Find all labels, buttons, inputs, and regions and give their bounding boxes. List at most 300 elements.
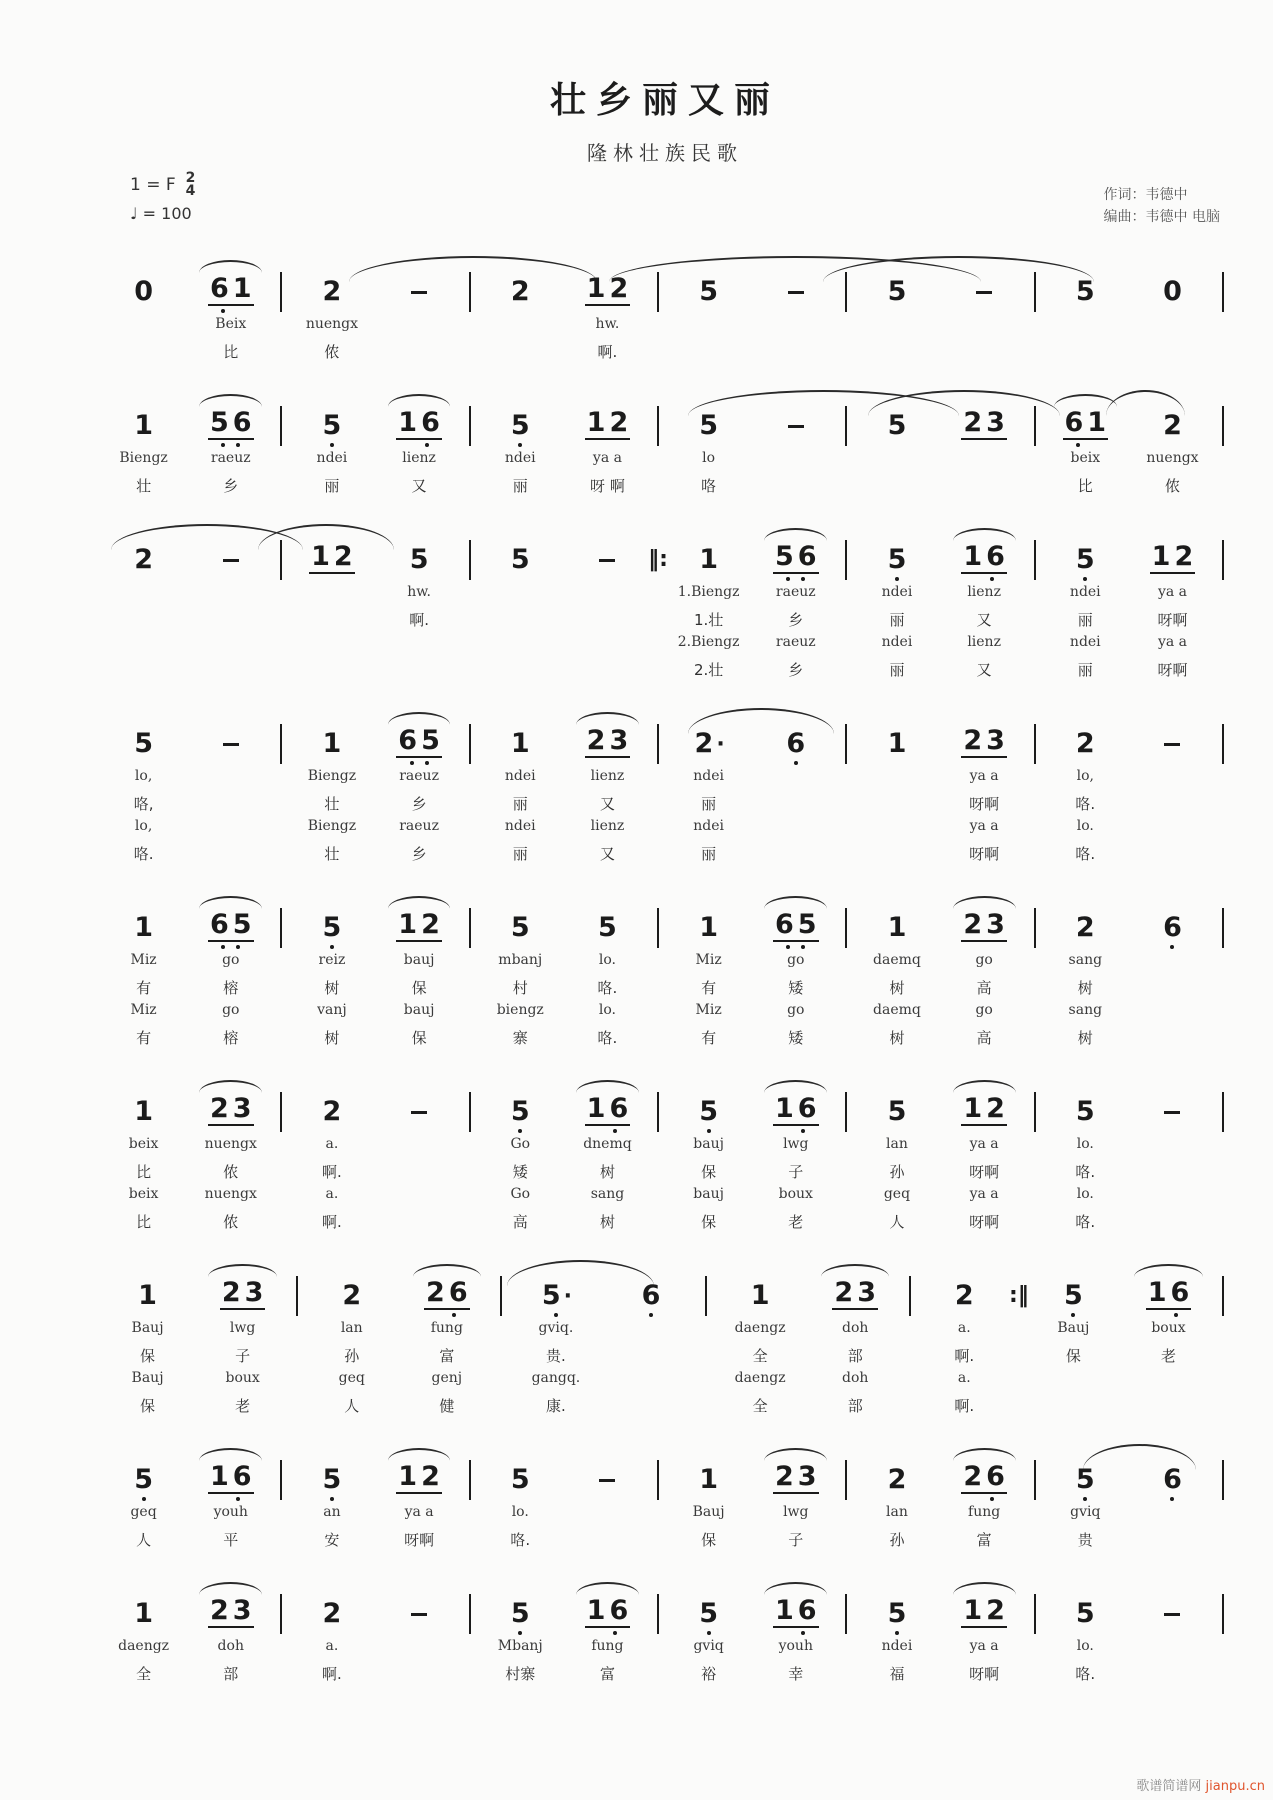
watermark — [1136, 1775, 1265, 1794]
lyric-zhuang: doh — [841, 1320, 869, 1336]
lyric-zhuang: ndei — [1069, 634, 1101, 650]
lyric-zhuang: boux — [778, 1186, 813, 1202]
lyric-chinese: 呀 啊 — [590, 477, 625, 495]
note-column — [1042, 884, 1129, 1052]
music-system — [100, 1436, 1230, 1554]
slur-arc — [764, 1582, 827, 1595]
lyric-chinese: 丽 — [1077, 661, 1093, 679]
note: 5 — [510, 912, 530, 943]
lyric-zhuang: raeuz — [399, 818, 439, 834]
slur-arc — [953, 1582, 1016, 1595]
lyric-chinese: 乡 — [223, 477, 239, 495]
lyric-chinese: 啊. — [409, 611, 429, 629]
note: 5 — [699, 410, 719, 441]
lyric-zhuang — [1129, 768, 1216, 793]
note: 1 6 — [941, 516, 1028, 584]
bar-line — [463, 1068, 477, 1236]
note-column — [376, 382, 463, 500]
lyric-zhuang — [853, 316, 940, 341]
note-column — [1121, 1252, 1216, 1420]
note-column — [288, 1068, 375, 1236]
slur-arc — [764, 528, 827, 541]
lyric-zhuang: a. — [325, 1186, 339, 1202]
lyric-zhuang: Miz — [695, 952, 722, 968]
note: 2 — [1075, 728, 1095, 759]
lyric-zhuang: Bauj — [692, 1504, 725, 1520]
lyric-chinese — [853, 475, 940, 500]
lyric-zhuang: lo, — [134, 768, 153, 784]
lyric-zhuang: lo. — [511, 1504, 529, 1520]
slur-arc — [953, 528, 1016, 541]
lyric-chinese: 壮 — [324, 795, 340, 813]
lyric-zhuang — [187, 818, 274, 843]
lyric-chinese — [603, 1345, 698, 1370]
note: 1 — [134, 912, 153, 943]
note: 1 — [699, 1464, 719, 1495]
lyric-chinese: 咯. — [1075, 1213, 1096, 1231]
note-column — [1042, 516, 1129, 684]
note-column — [477, 1570, 564, 1688]
lyric-chinese: 丽 — [889, 611, 905, 629]
note: 1 — [134, 1096, 153, 1127]
music-system — [100, 700, 1230, 868]
note: 2 — [954, 1280, 974, 1311]
bar-line — [463, 1570, 477, 1688]
note-column — [100, 1570, 187, 1688]
lyric-zhuang: sang — [1068, 952, 1103, 968]
note: 5 — [1075, 276, 1095, 307]
lyric-chinese: 保 — [140, 1347, 156, 1365]
lyric-zhuang: ya a — [969, 1186, 999, 1202]
lyric-chinese: 又 — [599, 845, 615, 863]
lyric-zhuang — [941, 450, 1028, 475]
note: 1 2 — [311, 541, 353, 572]
lyric-chinese: 矮 — [512, 1163, 528, 1181]
lyric-chinese: 又 — [599, 795, 615, 813]
lyric-chinese: 子 — [788, 1163, 804, 1181]
lyric-zhuang: bauj — [403, 1002, 435, 1018]
slur-arc — [199, 1080, 262, 1093]
lyric-chinese: 富 — [439, 1347, 455, 1365]
lyric-zhuang: Bauj — [1057, 1320, 1090, 1336]
lyric-chinese: 比 — [136, 1213, 152, 1231]
lyric-chinese: 保 — [701, 1163, 717, 1181]
note: 1 6 — [1121, 1252, 1216, 1320]
lyric-zhuang: lo, — [1076, 768, 1094, 784]
bar-line — [494, 1252, 508, 1420]
note: 2 — [322, 1598, 342, 1629]
lyric-zhuang: lo. — [598, 1002, 616, 1018]
note: 2 — [1163, 410, 1182, 441]
bar-line — [1028, 1436, 1042, 1554]
note: 1 — [510, 728, 530, 759]
note-column — [752, 884, 839, 1052]
lyric-zhuang — [100, 634, 187, 659]
bar-line — [274, 884, 288, 1052]
note: 6 — [603, 1252, 698, 1320]
note: 6 — [1129, 884, 1216, 952]
bar-line — [463, 516, 477, 684]
lyric-chinese — [853, 843, 940, 868]
lyric-zhuang: lwg — [783, 1136, 809, 1152]
repeat-end-sign: :‖ — [1008, 1283, 1029, 1308]
note: 5 — [665, 1570, 752, 1638]
note-column — [304, 1252, 399, 1420]
note-column — [187, 1068, 274, 1236]
lyric-zhuang: lwg — [783, 1504, 809, 1520]
lyric-chinese — [376, 341, 463, 366]
music-system — [100, 248, 1230, 366]
lyric-chinese: 咯. — [510, 1531, 531, 1549]
lyric-chinese: 部 — [223, 1665, 239, 1683]
lyric-chinese: 呀啊 — [404, 1531, 435, 1549]
lyric-chinese: 老 — [788, 1213, 804, 1231]
bar-line — [1028, 516, 1042, 684]
lyric-chinese: 啊. — [322, 1213, 342, 1231]
lyric-chinese: 咯. — [1075, 845, 1096, 863]
slur-arc — [953, 896, 1016, 909]
note-column — [665, 1068, 752, 1236]
lyric-chinese: 咯. — [1075, 795, 1096, 813]
lyric-zhuang — [1129, 1638, 1216, 1663]
slur-arc — [576, 1582, 639, 1595]
note: 6 5 — [187, 884, 274, 952]
note-column — [477, 1436, 564, 1554]
lyric-chinese: 树 — [599, 1163, 615, 1181]
note: 5 — [477, 382, 564, 450]
quarter-note-icon: ♩ — [130, 204, 138, 223]
key-tempo-block — [130, 172, 195, 223]
bar-line — [1216, 1252, 1230, 1420]
lyric-chinese: 有 — [701, 1029, 717, 1047]
lyric-chinese: 啊. — [954, 1397, 975, 1415]
lyric-zhuang: gviq — [1070, 1504, 1101, 1520]
lyric-zhuang — [1129, 1504, 1216, 1529]
lyric-chinese — [1121, 1395, 1216, 1420]
lyric-chinese: 人 — [889, 1213, 905, 1231]
lyric-zhuang: daengz — [734, 1370, 786, 1386]
lyric-chinese: 咯, — [133, 795, 154, 813]
lyric-chinese: 丽 — [324, 477, 340, 495]
lyric-zhuang: a. — [957, 1320, 971, 1336]
note-column — [195, 1252, 290, 1420]
lyric-zhuang — [376, 634, 463, 659]
lyric-chinese: 榕 — [223, 1029, 239, 1047]
lyric-chinese: 比 — [136, 1163, 152, 1181]
lyric-zhuang — [477, 316, 564, 341]
lyric-chinese: 贵. — [546, 1347, 566, 1365]
bar-line — [463, 382, 477, 500]
bar-line — [839, 1570, 853, 1688]
lyric-chinese — [941, 341, 1028, 366]
note-column — [477, 1068, 564, 1236]
note: 5 — [853, 1570, 940, 1638]
lyric-zhuang: nuengx — [204, 1186, 257, 1202]
lyric-zhuang: raeuz — [775, 584, 816, 600]
lyric-chinese: 裕 — [701, 1665, 717, 1683]
lyric-zhuang: go — [222, 952, 240, 968]
lyric-zhuang — [752, 768, 839, 793]
note: 2 3 — [941, 884, 1028, 952]
bar-line — [274, 1068, 288, 1236]
lyric-chinese — [1129, 1027, 1216, 1052]
note: 2 — [1075, 912, 1095, 943]
note-column — [288, 382, 375, 500]
lyric-chinese — [100, 659, 187, 684]
lyric-zhuang: lan — [340, 1320, 363, 1336]
slur-arc — [199, 896, 262, 909]
lyric-zhuang: fung — [430, 1320, 463, 1336]
score — [100, 248, 1230, 1688]
lyric-zhuang: go — [975, 952, 993, 968]
lyric-chinese: 部 — [847, 1397, 863, 1415]
slur-arc — [764, 1080, 827, 1093]
lyric-zhuang: lan — [886, 1504, 908, 1520]
lyric-zhuang: doh — [841, 1370, 869, 1386]
lyric-zhuang: bauj — [693, 1136, 724, 1152]
lyric-zhuang: gviq — [693, 1638, 724, 1654]
duration-dash — [1129, 700, 1216, 768]
key-signature: 1 = F — [130, 175, 176, 195]
note: 2 3 — [195, 1252, 290, 1320]
lyric-chinese: 全 — [752, 1347, 768, 1365]
slur-arc — [388, 896, 451, 909]
note-column — [187, 1570, 274, 1688]
note: 2 3 — [963, 725, 1005, 756]
bar-line — [651, 1570, 665, 1688]
note: 6 5 — [752, 884, 839, 952]
note-column — [1042, 700, 1129, 868]
lyric-chinese: 咯. — [597, 1029, 618, 1047]
watermark-link[interactable]: jianpu.cn — [1205, 1779, 1265, 1794]
lyric-zhuang: an — [323, 1504, 341, 1520]
sheet-music-page — [100, 0, 1230, 1704]
bar-line — [1216, 700, 1230, 868]
lyric-chinese: 啊. — [597, 343, 618, 361]
lyric-zhuang: beix — [1070, 450, 1101, 466]
bar-line — [463, 884, 477, 1052]
note: 6 — [752, 700, 839, 768]
note: 1 — [699, 544, 719, 575]
note: 1 2 — [376, 884, 463, 952]
note-column — [187, 1436, 274, 1554]
lyric-chinese: 健 — [439, 1397, 455, 1415]
lyric-zhuang: biengz — [496, 1002, 544, 1018]
song-subtitle: 隆林壮族民歌 — [587, 141, 743, 165]
note: 5 — [288, 382, 375, 450]
lyric-zhuang: youh — [778, 1638, 813, 1654]
note: 2 6 — [941, 1436, 1028, 1504]
lyric-zhuang: a. — [325, 1638, 339, 1654]
lyric-zhuang — [376, 316, 463, 341]
lyric-zhuang: hw. — [407, 584, 431, 600]
lyric-chinese: 孙 — [889, 1531, 905, 1549]
note: 2 3 — [752, 1436, 839, 1504]
credit-lyricist: 作词：韦德中 — [1103, 187, 1188, 203]
note: 2 — [322, 276, 342, 307]
lyric-zhuang: hw. — [595, 316, 620, 332]
note: 2 3 — [963, 407, 1005, 438]
lyric-zhuang — [603, 1320, 698, 1345]
lyric-zhuang: lo. — [1076, 1136, 1094, 1152]
lyric-zhuang — [477, 584, 564, 609]
lyric-zhuang: lo. — [1076, 1638, 1094, 1654]
slur-arc — [1054, 394, 1117, 407]
bar-line — [274, 1436, 288, 1554]
slur-arc — [199, 1448, 262, 1461]
lyric-chinese: 侬 — [223, 1213, 239, 1231]
lyric-zhuang — [100, 316, 187, 341]
lyric-chinese: 咯 — [701, 477, 717, 495]
slur-arc — [208, 1264, 276, 1277]
slur-arc — [764, 1448, 827, 1461]
lyric-zhuang: raeuz — [775, 634, 816, 650]
lyric-zhuang: lo — [702, 450, 716, 466]
note-column — [665, 1570, 752, 1688]
lyric-zhuang: ya a — [404, 1504, 434, 1520]
lyric-zhuang — [1026, 1370, 1121, 1395]
note: 5 — [134, 728, 153, 759]
lyric-chinese: 2.壮 — [693, 661, 724, 679]
lyric-chinese: 丽 — [889, 661, 905, 679]
lyric-chinese: 啊. — [322, 1665, 342, 1683]
note: 1 6 — [752, 1068, 839, 1136]
lyric-zhuang: ndei — [881, 584, 913, 600]
lyric-zhuang — [376, 1186, 463, 1211]
lyric-zhuang: lienz — [967, 584, 1001, 600]
lyric-zhuang: fung — [968, 1504, 1001, 1520]
lyric-zhuang: ya a — [592, 450, 622, 466]
lyric-zhuang: geq — [338, 1370, 365, 1386]
rest-note: 0 — [134, 276, 153, 307]
lyric-zhuang — [665, 316, 752, 341]
lyric-chinese — [1129, 1529, 1216, 1554]
lyric-chinese: 1.壮 — [693, 611, 724, 629]
note-column — [187, 382, 274, 500]
lyric-zhuang: ndei — [504, 768, 536, 784]
note-column — [853, 1436, 940, 1554]
note-column — [187, 884, 274, 1052]
lyric-chinese — [477, 341, 564, 366]
note-column — [853, 700, 940, 868]
note-column — [288, 1436, 375, 1554]
note-column — [187, 700, 274, 868]
note: 1 2 — [586, 273, 629, 304]
credits — [1104, 184, 1220, 228]
lyric-chinese — [376, 1663, 463, 1688]
lyric-chinese: 高 — [976, 1029, 992, 1047]
slur-arc — [821, 1264, 889, 1277]
lyric-chinese: 侬 — [324, 343, 340, 361]
bar-line — [1028, 884, 1042, 1052]
lyric-chinese: 矮 — [788, 1029, 804, 1047]
lyric-chinese: 呀啊 — [969, 795, 1000, 813]
lyric-zhuang — [187, 634, 274, 659]
lyric-chinese — [288, 609, 375, 634]
note-column — [100, 248, 187, 366]
lyric-zhuang: lwg — [229, 1320, 256, 1336]
note-column — [399, 1252, 494, 1420]
lyric-zhuang: ndei — [693, 818, 724, 834]
lyric-zhuang: ya a — [969, 818, 999, 834]
lyric-zhuang — [1042, 316, 1129, 341]
note: 2 3 — [187, 1570, 274, 1638]
lyric-zhuang: a. — [957, 1370, 971, 1386]
slur-arc — [953, 1448, 1016, 1461]
lyric-chinese: 保 — [411, 979, 427, 997]
note: 2 3 — [808, 1252, 903, 1320]
lyric-chinese — [187, 659, 274, 684]
note: 5 — [1042, 1436, 1129, 1504]
tempo-marking: ♩ = 100 — [130, 204, 192, 223]
note: 1 — [322, 728, 342, 759]
lyric-zhuang: ndei — [881, 1638, 913, 1654]
music-system — [100, 382, 1230, 500]
lyric-chinese — [1042, 341, 1129, 366]
lyric-chinese — [1129, 793, 1216, 818]
lyric-zhuang: genj — [431, 1370, 463, 1386]
slur-arc — [388, 712, 451, 725]
note: 5 — [1075, 1598, 1095, 1629]
lyric-zhuang — [1129, 1002, 1216, 1027]
bar-line — [1216, 516, 1230, 684]
lyric-chinese: 又 — [976, 661, 992, 679]
bar-line — [839, 1068, 853, 1236]
lyric-zhuang: sang — [590, 1186, 625, 1202]
lyric-chinese: 贵 — [1077, 1531, 1093, 1549]
slur-arc — [388, 1448, 451, 1461]
slur-arc — [413, 1264, 481, 1277]
lyric-zhuang — [564, 634, 651, 659]
slur-arc — [1134, 1264, 1202, 1277]
bar-line — [1216, 1570, 1230, 1688]
lyric-chinese: 又 — [411, 477, 427, 495]
lyric-chinese: 福 — [889, 1665, 905, 1683]
lyric-zhuang: raeuz — [210, 450, 251, 466]
bar-line — [274, 700, 288, 868]
lyric-chinese: 咯. — [1075, 1665, 1096, 1683]
lyric-zhuang: lo. — [1076, 818, 1094, 834]
lyric-zhuang: ndei — [1069, 584, 1101, 600]
note-column — [941, 700, 1028, 868]
lyric-zhuang: beix — [128, 1136, 159, 1152]
lyric-chinese: 又 — [976, 611, 992, 629]
lyric-chinese — [564, 609, 651, 634]
lyric-chinese: 孙 — [889, 1163, 905, 1181]
note-column — [1129, 884, 1216, 1052]
lyric-zhuang: Biengz — [307, 768, 357, 784]
lyric-zhuang: Biengz — [119, 450, 168, 466]
lyric-chinese: 乡 — [411, 795, 427, 813]
lyric-chinese — [853, 793, 940, 818]
music-system — [100, 884, 1230, 1052]
slur-arc — [576, 1080, 639, 1093]
note: 1 6 — [376, 382, 463, 450]
note-column — [376, 700, 463, 868]
lyric-chinese: 咯. — [133, 845, 154, 863]
note: 2 6 — [399, 1252, 494, 1320]
lyric-chinese: 乡 — [411, 845, 427, 863]
credit-composer: 编曲：韦德中 电脑 — [1103, 209, 1220, 225]
note-column — [187, 248, 274, 366]
lyric-zhuang: go — [975, 1002, 993, 1018]
lyric-chinese: 有 — [136, 1029, 152, 1047]
note-column — [941, 1436, 1028, 1554]
lyric-zhuang: Mbanj — [497, 1638, 543, 1654]
lyric-chinese: 全 — [136, 1665, 152, 1683]
watermark-site: 歌谱简谱网 — [1136, 1779, 1202, 1794]
lyric-chinese — [1026, 1395, 1121, 1420]
